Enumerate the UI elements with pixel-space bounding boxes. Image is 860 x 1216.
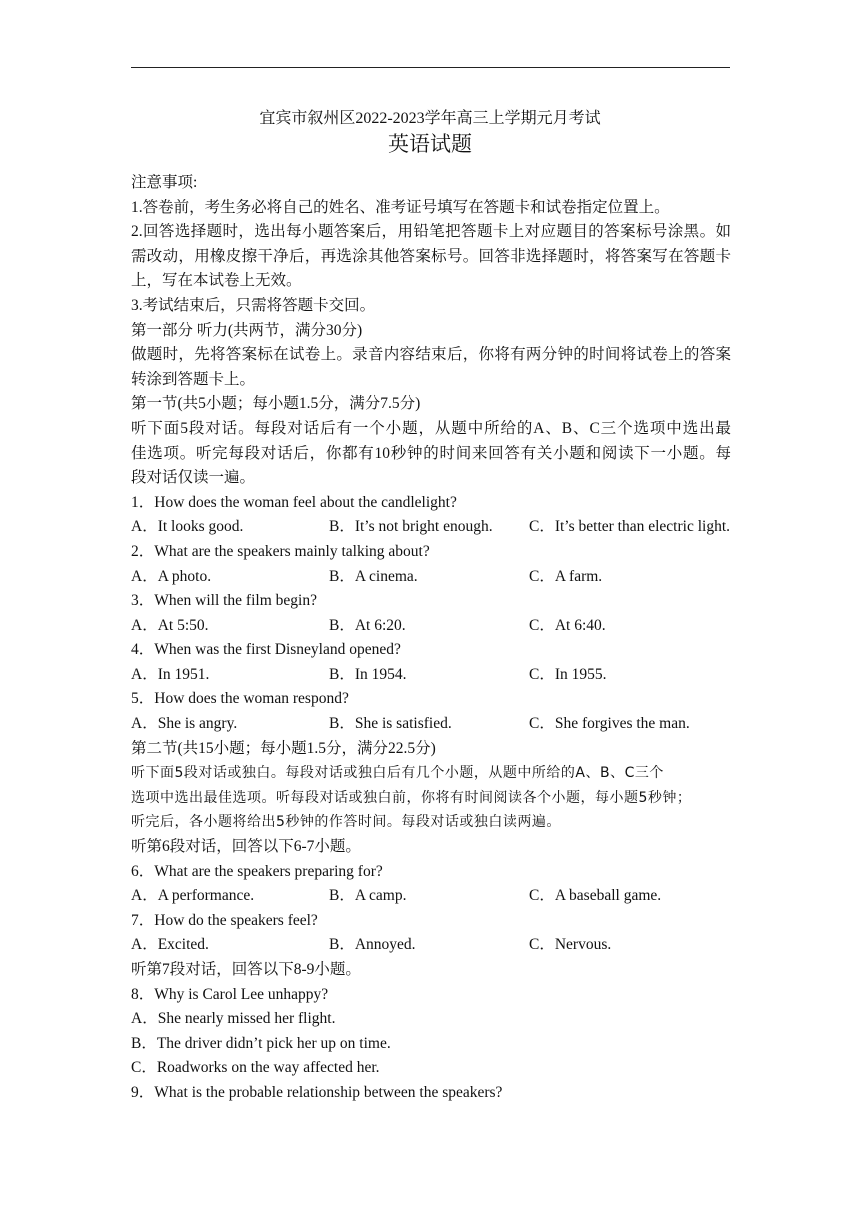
- question-5: 5．How does the woman respond?: [131, 690, 349, 708]
- option-b: B．In 1954.: [329, 665, 407, 683]
- dialog6-intro: 听第6段对话，回答以下6-7小题。: [131, 838, 361, 856]
- question-7: 7．How do the speakers feel?: [131, 911, 318, 929]
- option-a: A．In 1951.: [131, 665, 210, 683]
- option-a: A．It looks good.: [131, 518, 244, 536]
- section2-heading: 第二节(共15小题；每小题1.5分，满分22.5分): [131, 739, 436, 757]
- section1-instruction-line-2: 佳选项。听完每段对话后，你都有10秒钟的时间来回答有关小题和阅读下一小题。每: [131, 444, 731, 462]
- notice-item-2-line-2: 需改动，用橡皮擦干净后，再选涂其他答案标号。回答非选择题时，将答案写在答题卡: [131, 247, 731, 265]
- notice-item-3: 3.考试结束后，只需将答题卡交回。: [131, 296, 376, 314]
- exam-title: 英语试题: [388, 132, 472, 156]
- dialog7-intro: 听第7段对话，回答以下8-9小题。: [131, 961, 361, 978]
- part1-instruction-line-1: 做题时，先将答案标在试卷上。录音内容结束后，你将有两分钟的时间将试卷上的答案: [131, 346, 731, 364]
- option-a: A．She is angry.: [131, 715, 238, 733]
- question-8-option-c: C．Roadworks on the way affected her.: [131, 1059, 380, 1077]
- question-9: 9．What is the probable relationship between the speakers?: [131, 1083, 503, 1101]
- option-c: C．A baseball game.: [529, 887, 662, 905]
- question-6: 6．What are the speakers preparing for?: [131, 862, 383, 880]
- option-c: C．Nervous.: [529, 936, 612, 954]
- option-b: B．Annoyed.: [329, 936, 416, 954]
- option-b: B．It’s not bright enough.: [329, 518, 493, 536]
- question-2-options: [131, 565, 731, 590]
- question-6-options: [131, 884, 731, 909]
- exam-subtitle: 宜宾市叙州区2022-2023学年高三上学期元月考试: [259, 110, 601, 127]
- notice-item-2-line-3: 上，写在本试卷上无效。: [131, 272, 302, 290]
- question-1-options: [131, 515, 731, 540]
- option-b: B．At 6:20.: [329, 616, 406, 634]
- option-a: A．Excited.: [131, 936, 209, 954]
- question-5-options: [131, 712, 731, 737]
- question-3-options: [131, 614, 731, 639]
- section2-instruction-line-2: 选项中选出最佳选项。听每段对话或独白前，你将有时间阅读各个小题，每小题5秒钟；: [131, 789, 692, 806]
- option-c: C．A farm.: [529, 567, 603, 585]
- question-4: 4．When was the first Disneyland opened?: [131, 641, 401, 659]
- question-4-options: [131, 663, 731, 688]
- option-c: C．At 6:40.: [529, 616, 606, 634]
- section1-instruction-line-3: 段对话仅读一遍。: [131, 469, 256, 487]
- section1-heading: 第一节(共5小题；每小题1.5分，满分7.5分): [131, 395, 421, 413]
- header-rule: [131, 67, 730, 68]
- option-b: B．She is satisfied.: [329, 715, 452, 733]
- question-3: 3．When will the film begin?: [131, 592, 317, 610]
- notice-heading: 注意事项:: [131, 174, 198, 191]
- question-8: 8．Why is Carol Lee unhappy?: [131, 985, 329, 1003]
- section1-instruction-line-1: 听下面5段对话。每段对话后有一个小题，从题中所给的A、B、C三个选项中选出最: [131, 419, 731, 437]
- option-c: C．She forgives the man.: [529, 715, 690, 733]
- option-a: A．A performance.: [131, 887, 255, 905]
- exam-content: [131, 171, 731, 1106]
- option-a: A．A photo.: [131, 567, 212, 585]
- option-b: B．A camp.: [329, 887, 407, 905]
- section2-instruction-line-3: 听完后，各小题将给出5秒钟的作答时间。每段对话或独白读两遍。: [131, 814, 561, 831]
- part1-heading: 第一部分 听力(共两节，满分30分): [131, 321, 363, 339]
- section2-instruction-line-1: 听下面5段对话或独白。每段对话或独白后有几个小题，从题中所给的A、B、C三个: [131, 765, 664, 782]
- question-1: 1．How does the woman feel about the candlelight?: [131, 493, 457, 511]
- question-7-options: [131, 933, 731, 958]
- question-8-option-b: B．The driver didn’t pick her up on time.: [131, 1034, 391, 1052]
- question-2: 2．What are the speakers mainly talking about?: [131, 542, 430, 560]
- option-a: A．At 5:50.: [131, 616, 209, 634]
- option-c: C．It’s better than electric light.: [529, 518, 731, 536]
- notice-item-2-line-1: 2.回答选择题时，选出每小题答案后，用铅笔把答题卡上对应题目的答案标号涂黑。如: [131, 223, 731, 241]
- part1-instruction-line-2: 转涂到答题卡上。: [131, 370, 256, 388]
- notice-item-1: 1.答卷前，考生务必将自己的姓名、准考证号填写在答题卡和试卷指定位置上。: [131, 198, 670, 216]
- option-c: C．In 1955.: [529, 665, 607, 683]
- option-b: B．A cinema.: [329, 567, 418, 585]
- question-8-option-a: A．She nearly missed her flight.: [131, 1010, 336, 1028]
